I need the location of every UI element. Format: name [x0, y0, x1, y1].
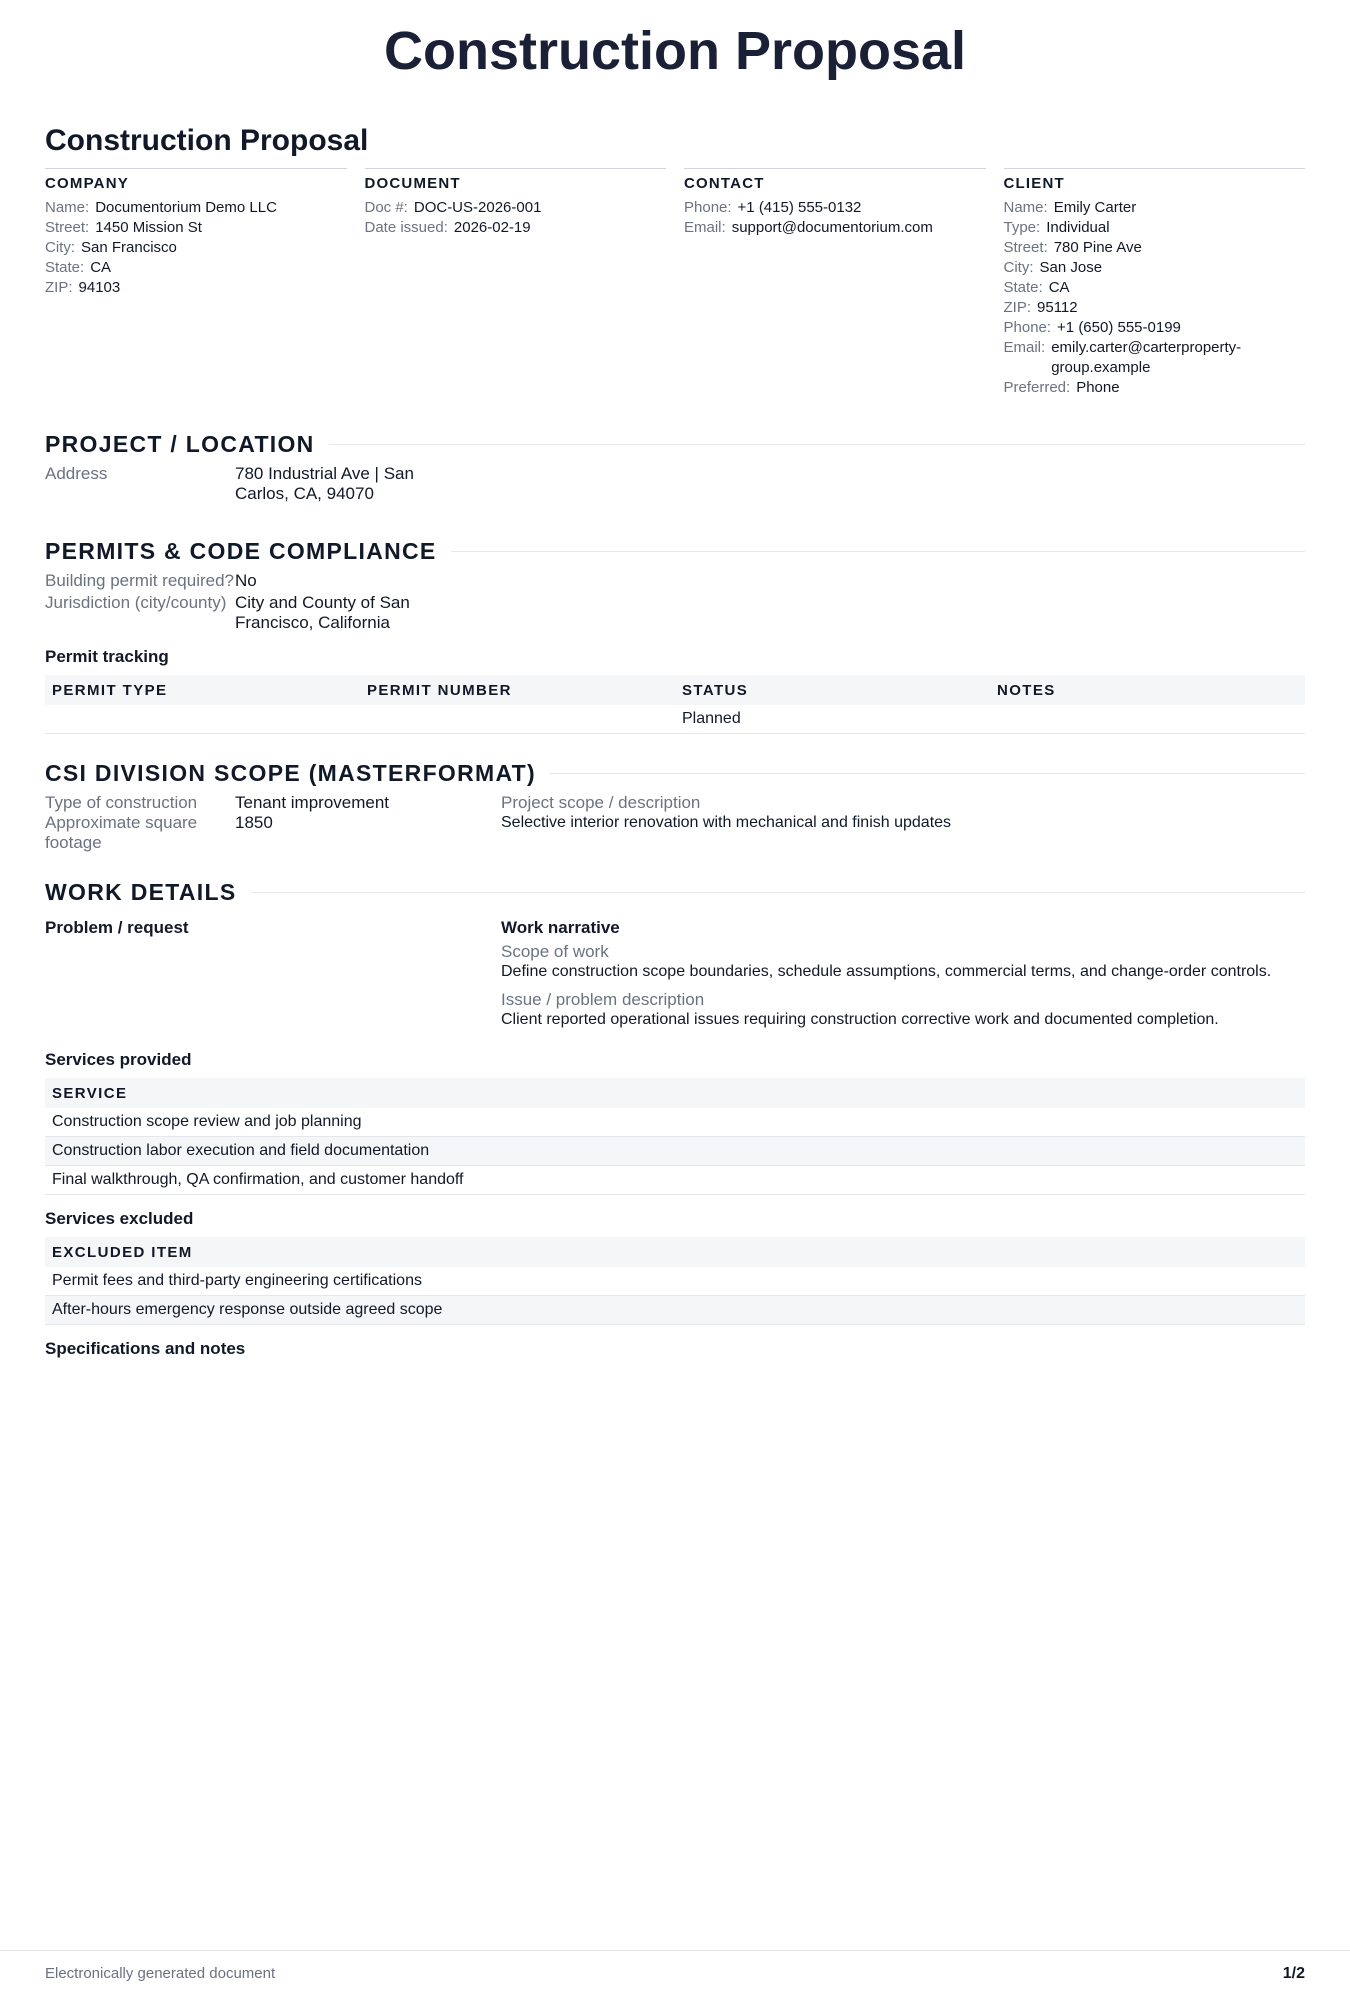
table-cell: Final walkthrough, QA confirmation, and customer handoff [45, 1166, 1305, 1195]
client-preferred-row [1004, 378, 1306, 398]
field-label: State: [1003, 279, 1043, 296]
field-label: Phone: [684, 199, 732, 216]
table-cell: Construction scope review and job planning [45, 1108, 1305, 1137]
client-block [1004, 168, 1306, 398]
services-excluded-heading: Services excluded [45, 1209, 194, 1228]
column-header: EXCLUDED ITEM [45, 1237, 1305, 1267]
jurisdiction-label: Jurisdiction (city/county) [45, 593, 227, 612]
problem-request-block [45, 918, 501, 1030]
excluded-table [45, 1237, 1305, 1325]
problem-request-heading: Problem / request [45, 918, 189, 937]
services-provided-heading: Services provided [45, 1050, 192, 1069]
csi-heading-text: CSI DIVISION SCOPE (MASTERFORMAT) [45, 760, 536, 786]
table-row [45, 1267, 1305, 1296]
work-narrative-heading: Work narrative [501, 918, 620, 937]
table-cell: Planned [675, 705, 990, 734]
company-name-row [45, 198, 347, 218]
table-row [45, 705, 1305, 734]
table-cell [990, 705, 1305, 734]
company-name: Documentorium Demo LLC [95, 199, 277, 216]
company-heading: COMPANY [45, 175, 129, 192]
client-street-row [1004, 238, 1306, 258]
table-row [45, 1137, 1305, 1166]
client-heading: CLIENT [1003, 175, 1065, 192]
field-label: City: [45, 239, 75, 256]
client-name-row [1004, 198, 1306, 218]
company-city: San Francisco [81, 239, 177, 256]
permits-section-heading [45, 537, 1305, 565]
table-row [45, 1108, 1305, 1137]
client-zip: 95112 [1037, 299, 1078, 316]
field-label: Date issued: [364, 219, 448, 236]
work-heading-text: WORK DETAILS [45, 879, 237, 905]
permit-required-label: Building permit required? [45, 571, 234, 590]
divider [550, 773, 1305, 774]
table-row [45, 1296, 1305, 1325]
table-cell: Permit fees and third-party engineering certifications [45, 1267, 1305, 1296]
document-page [45, 0, 1305, 1359]
client-street: 780 Pine Ave [1053, 239, 1142, 256]
construction-type-value: Tenant improvement [235, 793, 390, 812]
field-label: Doc #: [364, 199, 408, 216]
contact-phone-row [684, 198, 986, 218]
csi-section-heading [45, 759, 1305, 787]
client-preferred: Phone [1076, 379, 1120, 396]
scope-of-work-value: Define construction scope boundaries, schedule assumptions, commercial terms, and change-order controls. [501, 963, 1272, 980]
field-label: Email: [684, 219, 726, 236]
field-label: Preferred: [1003, 379, 1071, 396]
table-header-row [45, 675, 1305, 705]
csi-fields [45, 793, 501, 853]
field-label: ZIP: [45, 279, 73, 296]
divider [251, 892, 1306, 893]
field-label: Street: [1003, 239, 1048, 256]
client-type: Individual [1046, 219, 1110, 236]
jurisdiction-value: City and County of San Francisco, California [235, 593, 410, 632]
project-section-heading [45, 430, 1305, 458]
issue-description-label: Issue / problem description [501, 990, 705, 1009]
client-city-row [1004, 258, 1306, 278]
client-type-row [1004, 218, 1306, 238]
column-header: NOTES [990, 675, 1305, 705]
project-heading-text: PROJECT / LOCATION [45, 431, 315, 457]
permits-heading-text: PERMITS & CODE COMPLIANCE [45, 538, 437, 564]
divider [451, 551, 1305, 552]
client-city: San Jose [1039, 259, 1103, 276]
table-header-row [45, 1078, 1305, 1108]
contact-email-row [684, 218, 986, 238]
company-state-row [45, 258, 347, 278]
header-info-grid [45, 168, 1305, 398]
footer-note: Electronically generated document [45, 1965, 276, 1982]
jurisdiction-row [45, 593, 1305, 633]
square-footage-row [45, 813, 501, 853]
field-label: Name: [45, 199, 90, 216]
table-row [45, 1166, 1305, 1195]
table-header-row [45, 1237, 1305, 1267]
construction-type-label: Type of construction [45, 793, 198, 812]
page-number: 1/2 [1282, 1965, 1305, 1982]
company-street-row [45, 218, 347, 238]
table-cell [360, 705, 675, 734]
document-subtitle: Construction Proposal [45, 124, 369, 157]
permit-tracking-heading: Permit tracking [45, 647, 169, 666]
client-email-row [1004, 338, 1306, 378]
contact-block [684, 168, 986, 398]
client-phone: +1 (650) 555-0199 [1057, 319, 1181, 336]
contact-email: support@documentorium.com [731, 219, 933, 236]
work-body [45, 918, 1305, 1030]
client-state-row [1004, 278, 1306, 298]
company-city-row [45, 238, 347, 258]
client-state: CA [1048, 279, 1070, 296]
date-issued-row [365, 218, 667, 238]
table-cell: Construction labor execution and field documentation [45, 1137, 1305, 1166]
company-street: 1450 Mission St [95, 219, 202, 236]
page-footer [0, 1950, 1350, 1982]
document-title: Construction Proposal [383, 21, 967, 81]
square-footage-value: 1850 [235, 813, 273, 832]
issue-description-value: Client reported operational issues requiring construction corrective work and documented completion. [501, 1011, 1219, 1028]
field-label: Email: [1003, 339, 1046, 356]
square-footage-label: Approximate square footage [45, 813, 198, 852]
document-block [365, 168, 667, 398]
company-block [45, 168, 347, 398]
column-header: PERMIT NUMBER [360, 675, 675, 705]
field-label: Street: [45, 219, 90, 236]
field-label: Type: [1003, 219, 1041, 236]
column-header: PERMIT TYPE [45, 675, 360, 705]
address-row [45, 464, 1305, 504]
field-label: State: [45, 259, 85, 276]
address-label: Address [45, 464, 108, 483]
csi-body [45, 793, 1305, 853]
permit-required-row [45, 571, 1305, 591]
field-label: ZIP: [1003, 299, 1032, 316]
company-zip: 94103 [78, 279, 121, 296]
company-zip-row [45, 278, 347, 298]
permit-tracking-table [45, 675, 1305, 734]
contact-phone: +1 (415) 555-0132 [737, 199, 862, 216]
client-name: Emily Carter [1053, 199, 1137, 216]
work-narrative-block [501, 918, 1305, 1030]
column-header: STATUS [675, 675, 990, 705]
construction-type-row [45, 793, 501, 813]
field-label: Name: [1003, 199, 1048, 216]
specifications-heading: Specifications and notes [45, 1339, 246, 1358]
client-phone-row [1004, 318, 1306, 338]
scope-of-work-label: Scope of work [501, 942, 609, 961]
table-cell: After-hours emergency response outside agreed scope [45, 1296, 1305, 1325]
company-state: CA [90, 259, 112, 276]
work-section-heading [45, 878, 1305, 906]
project-scope-label: Project scope / description [501, 793, 701, 812]
field-label: City: [1003, 259, 1034, 276]
document-heading: DOCUMENT [364, 175, 461, 192]
table-cell [45, 705, 360, 734]
doc-number-row [365, 198, 667, 218]
doc-number: DOC-US-2026-001 [413, 199, 542, 216]
address-value: 780 Industrial Ave | San Carlos, CA, 94070 [235, 464, 414, 503]
contact-heading: CONTACT [684, 175, 765, 192]
date-issued: 2026-02-19 [453, 219, 531, 236]
services-table [45, 1078, 1305, 1195]
client-zip-row [1004, 298, 1306, 318]
divider [329, 444, 1305, 445]
project-scope-block [501, 793, 951, 853]
column-header: SERVICE [45, 1078, 1305, 1108]
field-label: Phone: [1003, 319, 1052, 336]
client-email: emily.carter@carterproperty-group.example [1051, 339, 1242, 376]
project-scope-value: Selective interior renovation with mechanical and finish updates [501, 814, 952, 831]
permit-required-value: No [235, 571, 257, 590]
